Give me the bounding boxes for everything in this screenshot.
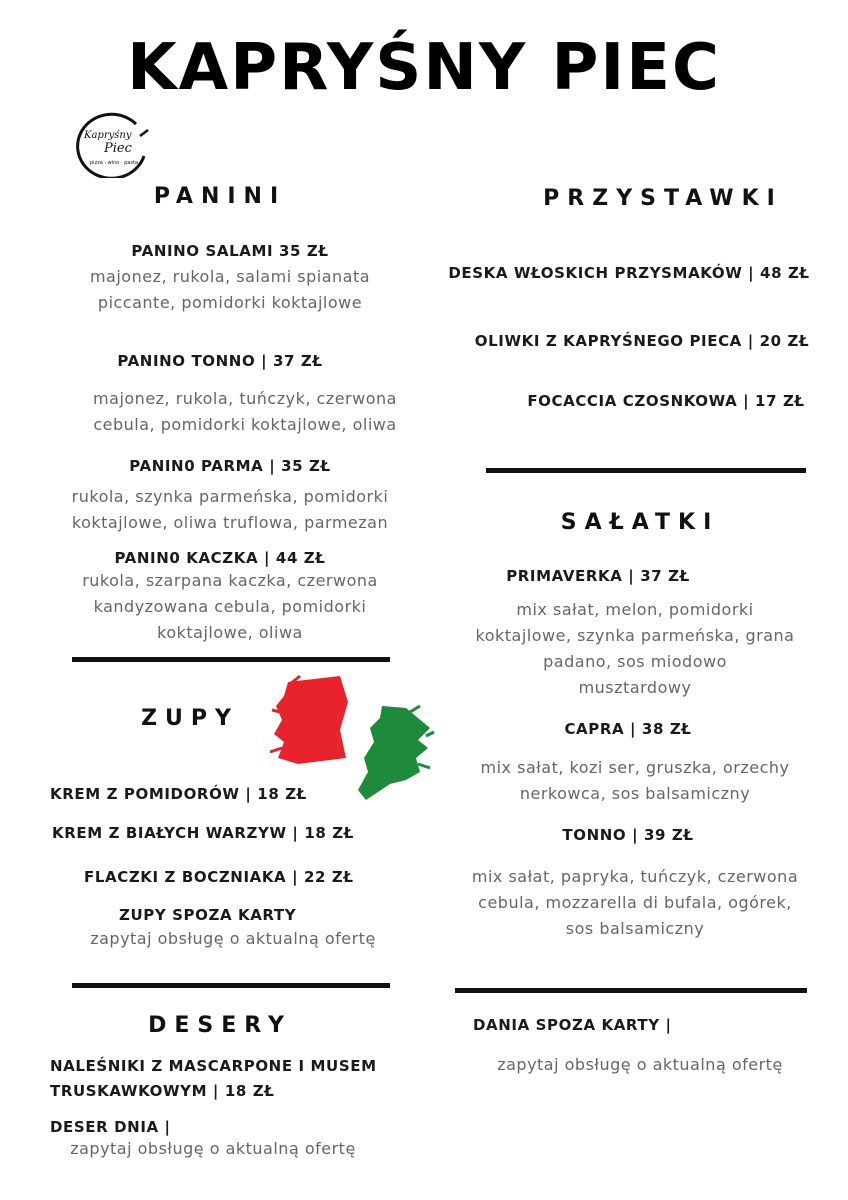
- menu-item-description: [440, 864, 830, 942]
- section-divider: [72, 657, 390, 662]
- menu-item-name: FLACZKI Z BOCZNIAKA | 22 ZŁ: [84, 868, 354, 886]
- menu-item-name: ZUPY SPOZA KARTY: [119, 906, 297, 924]
- desc-line: sos balsamiczny: [565, 919, 705, 938]
- restaurant-logo: [74, 106, 154, 178]
- menu-item-name: PANIN0 KACZKA | 44 ZŁ: [114, 549, 326, 567]
- menu-item-name: PANINO SALAMI 35 ZŁ: [131, 242, 329, 260]
- menu-item-name: KREM Z BIAŁYCH WARZYW | 18 ZŁ: [52, 824, 354, 842]
- desc-line: mix sałat, papryka, tuńczyk, czerwona: [471, 867, 799, 886]
- menu-item-name: PANINO TONNO | 37 ZŁ: [117, 352, 323, 370]
- section-divider: [72, 983, 390, 988]
- desc-line: majonez, rukola, salami spianata: [89, 267, 371, 286]
- menu-item-name: TONNO | 39 ZŁ: [562, 826, 694, 844]
- desc-line: kandyzowana cebula, pomidorki: [93, 597, 367, 616]
- menu-item-description: [40, 264, 420, 316]
- desc-line: padano, sos miodowo: [543, 652, 727, 671]
- menu-item-name: DESKA WŁOSKICH PRZYSMAKÓW | 48 ZŁ: [448, 264, 810, 282]
- menu-item-description: [440, 597, 830, 701]
- svg-text:Kapryśny: Kapryśny: [84, 130, 132, 141]
- desc-line: koktajlowe, szynka parmeńska, grana: [475, 626, 795, 645]
- menu-item-description: zapytaj obsługę o aktualną ofertę: [70, 1139, 356, 1158]
- svg-text:pizza · wino · pasta: pizza · wino · pasta: [90, 160, 138, 166]
- menu-item-name: FOCACCIA CZOSNKOWA | 17 ZŁ: [527, 392, 805, 410]
- section-heading-zupy: ZUPY: [141, 706, 239, 731]
- desc-line: mix sałat, melon, pomidorki: [516, 600, 754, 619]
- menu-item-description: [45, 386, 445, 438]
- desc-line: cebula, mozzarella di bufala, ogórek,: [478, 893, 792, 912]
- menu-item-description: [40, 484, 420, 536]
- menu-item-name: DESER DNIA |: [50, 1118, 171, 1136]
- section-divider: [455, 988, 807, 993]
- desc-line: mix sałat, kozi ser, gruszka, orzechy: [480, 758, 790, 777]
- section-heading-desery: DESERY: [148, 1013, 292, 1038]
- desc-line: piccante, pomidorki koktajlowe: [97, 293, 363, 312]
- menu-item-description: zapytaj obsługę o aktualną ofertę: [497, 1055, 783, 1074]
- section-divider: [486, 468, 806, 473]
- desc-line: majonez, rukola, tuńczyk, czerwona: [93, 389, 397, 408]
- menu-item-name: KREM Z POMIDORÓW | 18 ZŁ: [50, 785, 307, 803]
- desc-line: rukola, szynka parmeńska, pomidorki: [71, 487, 389, 506]
- menu-title: KAPRYŚNY PIEC: [127, 31, 721, 105]
- menu-item-name: PANIN0 PARMA | 35 ZŁ: [129, 457, 331, 475]
- menu-item-description: [440, 755, 830, 807]
- menu-item-description: zapytaj obsługę o aktualną ofertę: [90, 929, 376, 948]
- desc-line: rukola, szarpana kaczka, czerwona: [82, 571, 378, 590]
- menu-item-name: DANIA SPOZA KARTY |: [473, 1016, 672, 1034]
- menu-item-name: OLIWKI Z KAPRYŚNEGO PIECA | 20 ZŁ: [474, 332, 810, 350]
- menu-item-name: TRUSKAWKOWYM | 18 ZŁ: [50, 1082, 275, 1100]
- svg-text:Piec: Piec: [104, 141, 132, 156]
- menu-item-name: CAPRA | 38 ZŁ: [564, 720, 692, 738]
- section-heading-panini: PANINI: [153, 184, 287, 209]
- section-heading-przystawki: PRZYSTAWKI: [543, 186, 783, 211]
- desc-line: koktajlowe, oliwa truflowa, parmezan: [71, 513, 389, 532]
- section-heading-salatki: SAŁATKI: [560, 510, 720, 535]
- desc-line: nerkowca, sos balsamiczny: [519, 784, 751, 803]
- menu-item-name: PRIMAVERKA | 37 ZŁ: [506, 567, 690, 585]
- menu-item-name: NALEŚNIKI Z MASCARPONE I MUSEM: [50, 1057, 377, 1075]
- menu-item-description: [40, 568, 420, 646]
- desc-line: cebula, pomidorki koktajlowe, oliwa: [93, 415, 397, 434]
- desc-line: koktajlowe, oliwa: [157, 623, 303, 642]
- desc-line: musztardowy: [578, 678, 692, 697]
